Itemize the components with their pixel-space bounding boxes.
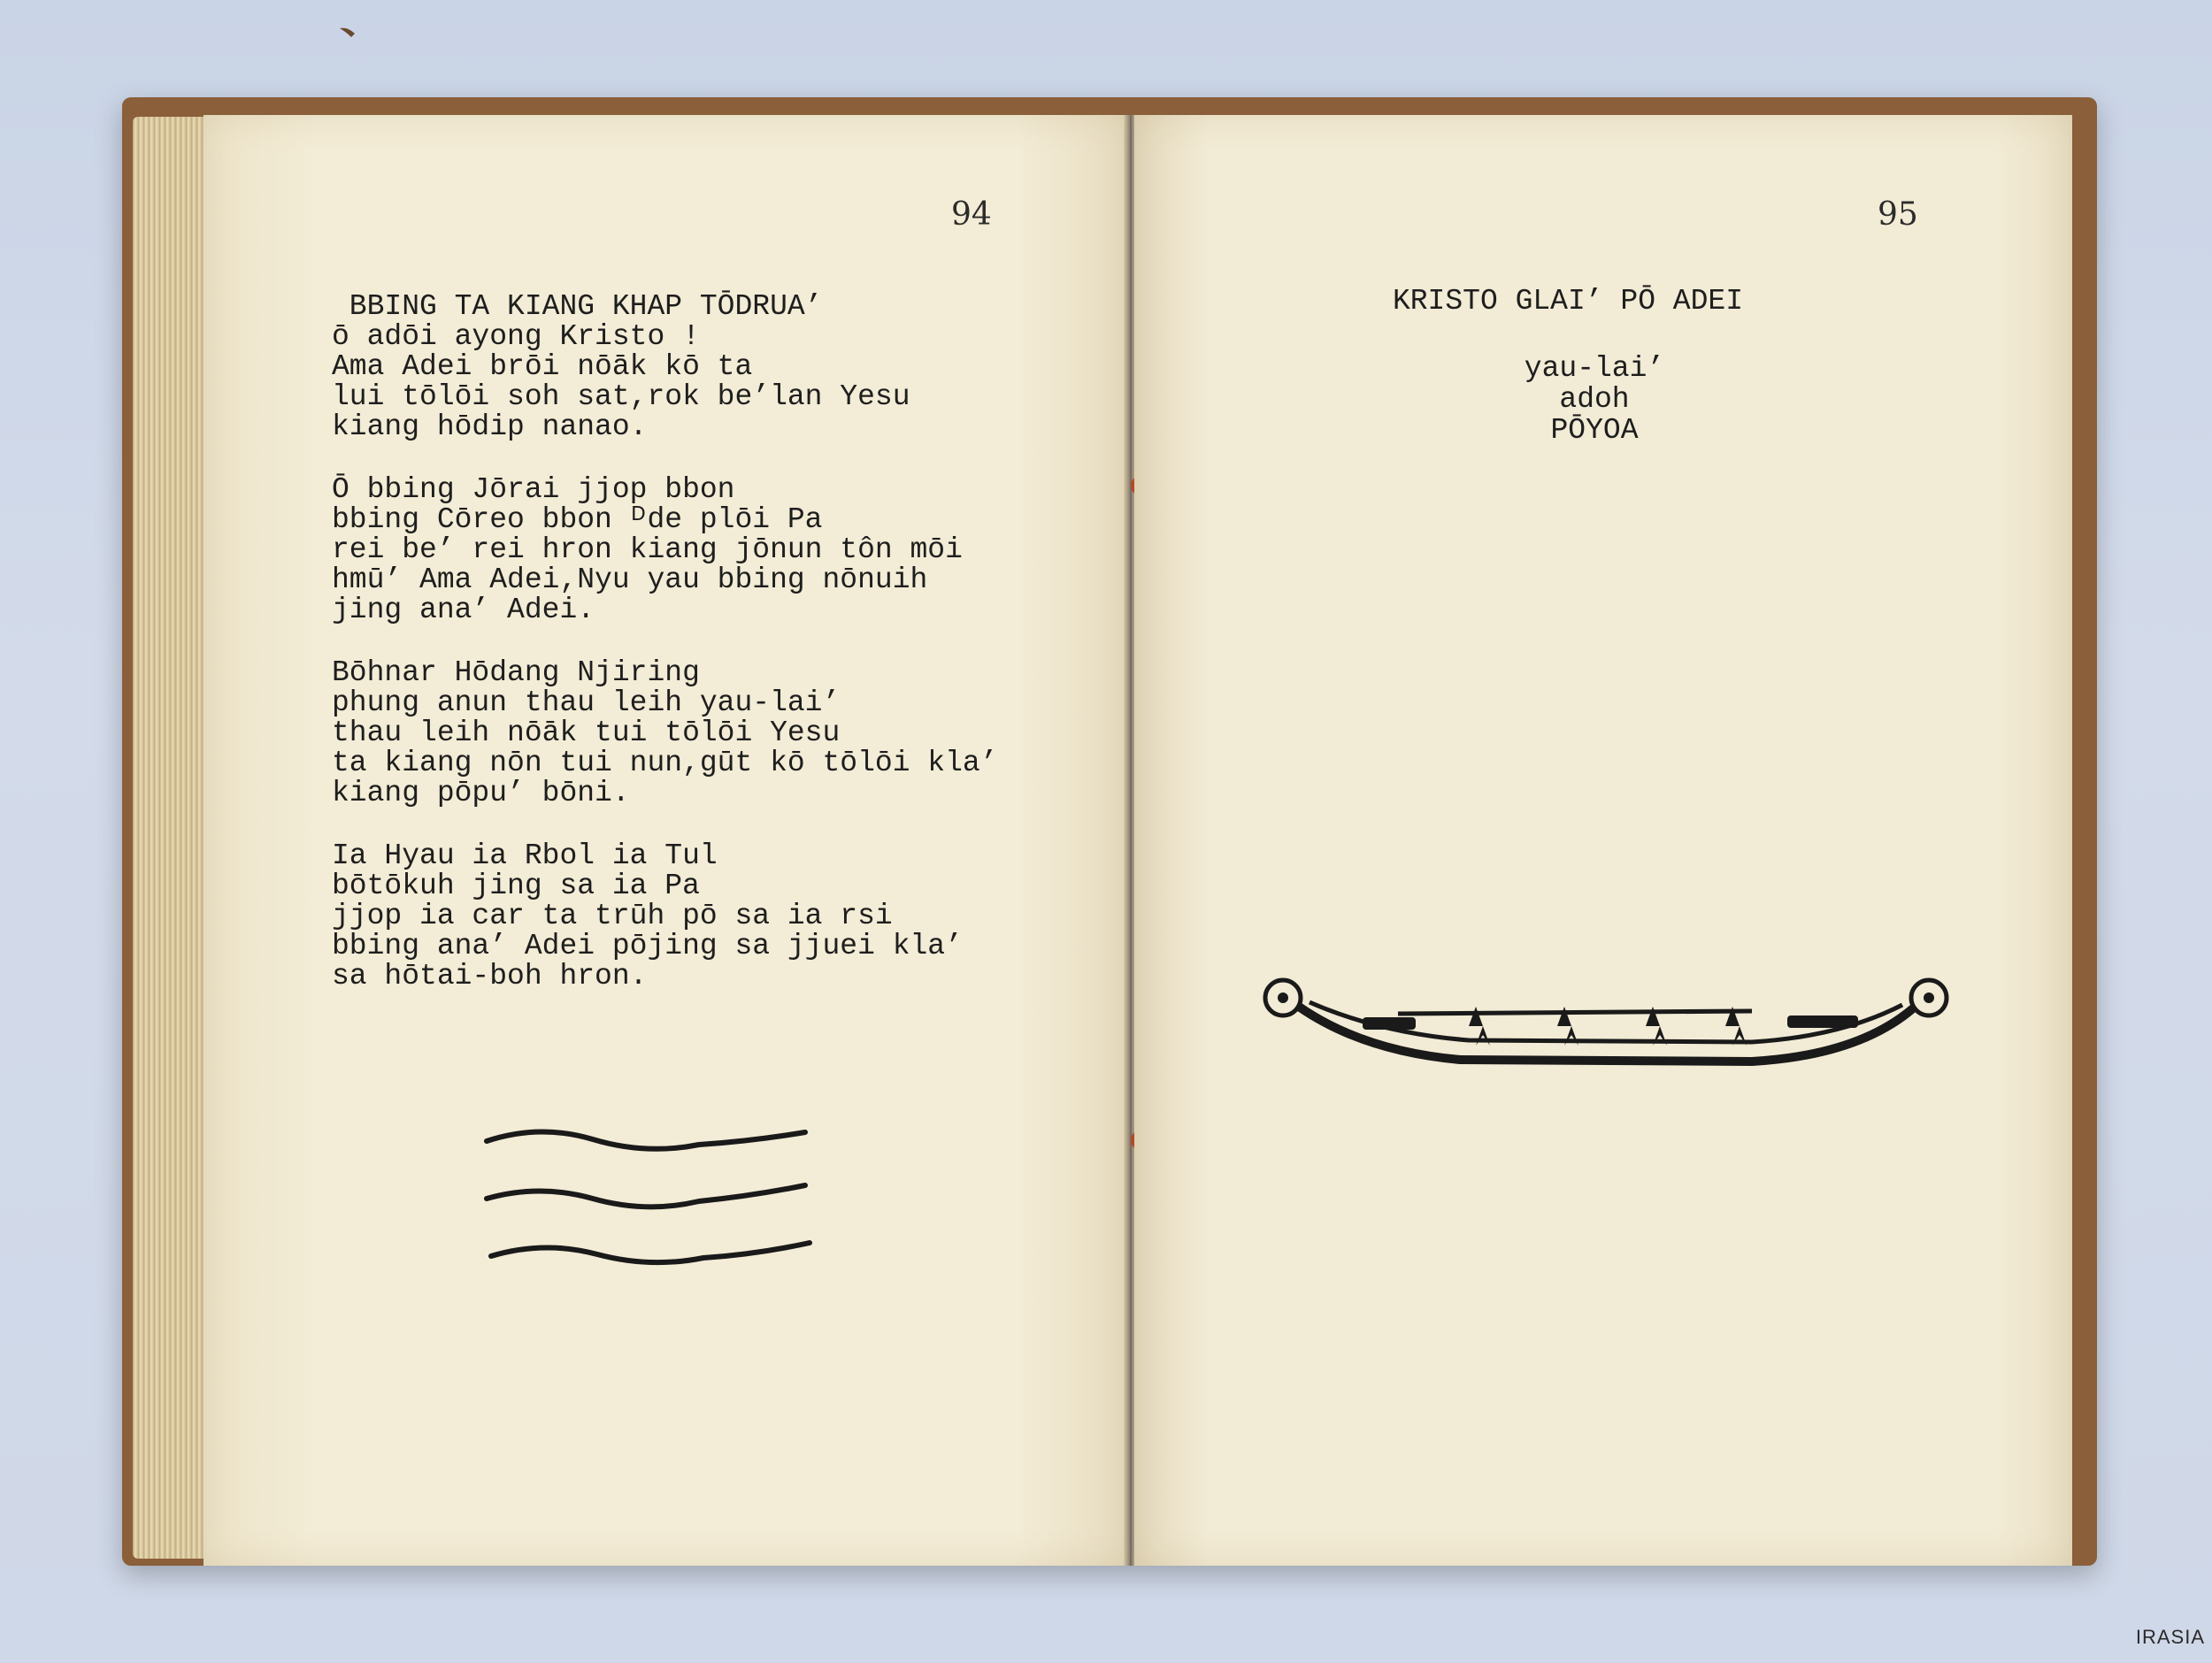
left-page-number: 94 bbox=[951, 196, 992, 233]
poem-line: bōtōkuh jing sa ia Pa bbox=[332, 870, 700, 902]
watermark: IRASIA bbox=[2135, 1626, 2205, 1648]
poem-line: bbing Cōreo bbon ᴰde plōi Pa bbox=[332, 503, 823, 536]
page-edges bbox=[133, 117, 212, 1559]
stanza-3 bbox=[332, 658, 998, 809]
poem-line: kiang hōdip nanao. bbox=[332, 410, 648, 443]
subheading-line: adoh bbox=[1559, 383, 1630, 416]
poem-line: Ia Hyau ia Rbol ia Tul bbox=[332, 839, 718, 872]
poem-line: jing ana’ Adei. bbox=[332, 594, 595, 626]
poem-line: kiang pōpu’ bōni. bbox=[332, 777, 630, 809]
poem-line: bbing ana’ Adei pōjing sa jjuei kla’ bbox=[332, 930, 963, 962]
right-page-number: 95 bbox=[1878, 196, 1918, 233]
poem-line: jjop ia car ta trūh pō sa ia rsi bbox=[332, 900, 893, 932]
poem-line: Ama Adei brōi nōāk kō ta bbox=[332, 350, 753, 383]
poem-line: hmū’ Ama Adei,Nyu yau bbing nōnuih bbox=[332, 563, 928, 596]
wavy-lines-ornament bbox=[469, 1115, 823, 1291]
stanza-2 bbox=[332, 475, 998, 625]
poem-title-line: BBING TA KIANG KHAP TŌDRUA’ bbox=[332, 290, 823, 323]
hymn-heading: KRISTO GLAI’ PŌ ADEI bbox=[1392, 285, 1744, 318]
poem-line: ta kiang nōn tui nun,gūt kō tōlōi kla’ bbox=[332, 747, 998, 779]
stanza-4 bbox=[332, 841, 998, 992]
stanza-1 bbox=[332, 292, 998, 442]
stray-mark bbox=[339, 27, 357, 39]
poem-line: rei be’ rei hron kiang jōnun tôn mōi bbox=[332, 533, 963, 566]
poem-line: Bōhnar Hōdang Njiring bbox=[332, 656, 700, 689]
left-page bbox=[204, 115, 1128, 1566]
subheading-line: yau-lai’ bbox=[1524, 352, 1665, 385]
poem-line: thau leih nōāk tui tōlōi Yesu bbox=[332, 717, 841, 749]
poem-line: Ō bbing Jōrai jjop bbon bbox=[332, 473, 735, 506]
poem bbox=[332, 292, 998, 1024]
right-page bbox=[1134, 115, 2072, 1566]
subheading-line: PŌYOA bbox=[1550, 414, 1639, 447]
poem-line: phung anun thau leih yau-lai’ bbox=[332, 686, 841, 719]
boat-ornament bbox=[1256, 962, 1955, 1077]
poem-line: ō adōi ayong Kristo ! bbox=[332, 320, 700, 353]
poem-line: sa hōtai-boh hron. bbox=[332, 960, 648, 992]
poem-line: lui tōlōi soh sat,rok be’lan Yesu bbox=[332, 380, 910, 413]
